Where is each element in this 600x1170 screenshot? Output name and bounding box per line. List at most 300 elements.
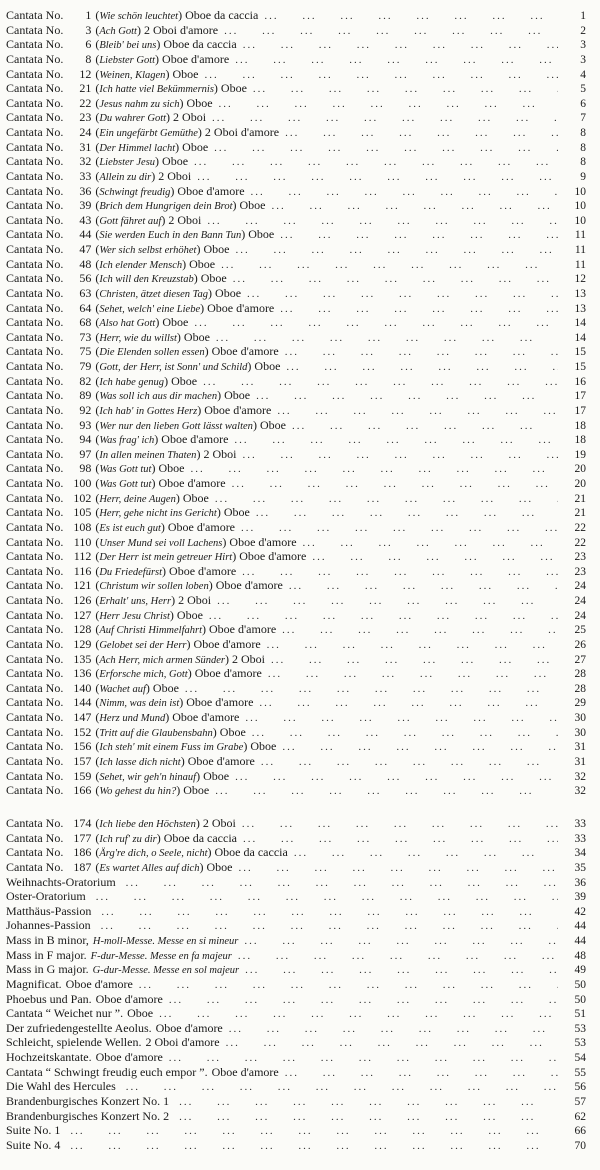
index-entry bbox=[0, 1065, 600, 1080]
entry-label: Cantata No. bbox=[6, 680, 64, 695]
entry-instrument: 2 Oboi d'amore bbox=[143, 22, 219, 37]
entry-instrument: Oboe bbox=[203, 768, 230, 783]
entry-title: Ich steh' mit einem Fuss im Grabe bbox=[99, 742, 244, 754]
dot-leader bbox=[242, 448, 558, 462]
entry-number: 110 bbox=[73, 534, 92, 549]
entry-description: (Was soll ich aus dir machen) Oboe bbox=[95, 388, 251, 403]
entry-label: Cantata No. bbox=[6, 739, 64, 754]
entry-instrument: Oboe d'amore bbox=[209, 622, 277, 637]
entry-description bbox=[123, 1006, 153, 1021]
entry-page-number: 28 bbox=[574, 668, 586, 681]
entry-title: Ich elender Mensch bbox=[99, 259, 183, 271]
index-entry bbox=[0, 67, 600, 82]
entry-description: (Ich liebe den Höchsten) 2 Oboi bbox=[95, 816, 236, 830]
entry-description: (Gott, der Herr, ist Sonn' und Schild) Oboe bbox=[95, 359, 281, 373]
dot-leader bbox=[204, 68, 558, 82]
index-entry bbox=[0, 432, 600, 447]
entry-number: 36 bbox=[79, 183, 92, 198]
entry-page-number: 7 bbox=[580, 112, 586, 125]
entry-instrument: 2 Oboi bbox=[232, 651, 266, 666]
entry-label-group bbox=[6, 491, 91, 506]
entry-number: 159 bbox=[73, 768, 92, 783]
entry-description bbox=[87, 948, 232, 963]
entry-title: Herr, gehe nicht ins Gericht bbox=[99, 508, 217, 520]
entry-description: (Was Gott tut) Oboe bbox=[95, 461, 185, 476]
entry-subtitle: F-dur-Messe. Messe en fa majeur bbox=[90, 950, 232, 962]
entry-instrument: Oboe d'amore bbox=[211, 1064, 279, 1079]
entry-instrument: 2 Oboi bbox=[202, 816, 236, 830]
dot-leader bbox=[280, 228, 558, 242]
entry-page-number: 42 bbox=[574, 905, 586, 918]
entry-page-number: 30 bbox=[574, 712, 586, 724]
dot-leader bbox=[224, 24, 558, 38]
index-section-cantatas bbox=[0, 8, 600, 798]
entry-instrument: 2 Oboi d'amore bbox=[204, 125, 280, 139]
entry-page-number: 8 bbox=[580, 156, 586, 169]
entry-page-number: 6 bbox=[580, 97, 586, 110]
entry-instrument: 2 Oboi bbox=[158, 168, 192, 183]
entry-title: Liebster Jesu bbox=[99, 157, 156, 169]
entry-label-group bbox=[6, 875, 116, 890]
entry-instrument: Oboe d'amore bbox=[239, 549, 307, 564]
entry-page-number: 3 bbox=[580, 39, 586, 52]
entry-number: 89 bbox=[79, 388, 92, 403]
entry-label-group bbox=[6, 37, 91, 52]
index-entry bbox=[0, 754, 600, 769]
dot-leader bbox=[312, 550, 558, 564]
dot-leader bbox=[303, 536, 558, 550]
entry-label: Cantata No. bbox=[6, 859, 64, 874]
dot-leader bbox=[219, 97, 558, 111]
index-entry bbox=[0, 962, 600, 977]
entry-description: (Herr, gehe nicht ins Gericht) Oboe bbox=[95, 505, 250, 520]
entry-label: Cantata No. bbox=[6, 666, 64, 681]
entry-label-group bbox=[6, 198, 91, 213]
entry-label-group bbox=[6, 447, 91, 462]
entry-page-number: 36 bbox=[574, 876, 586, 889]
index-entry bbox=[0, 154, 600, 169]
entry-page-number: 13 bbox=[574, 302, 586, 315]
dot-leader bbox=[169, 993, 558, 1007]
entry-title: Du wahrer Gott bbox=[99, 113, 167, 125]
entry-label: Cantata No. bbox=[6, 534, 64, 549]
index-entry bbox=[0, 140, 600, 155]
entry-instrument: Oboe bbox=[171, 373, 198, 388]
dot-leader bbox=[235, 243, 558, 257]
entry-instrument: Oboe bbox=[162, 154, 189, 169]
entry-page-number: 3 bbox=[580, 53, 586, 66]
index-entry bbox=[0, 1109, 600, 1124]
entry-label: Cantata No. bbox=[6, 154, 64, 169]
entry-label: Suite No. 1 bbox=[6, 1123, 61, 1138]
entry-title: Sehet, wir geh'n hinauf bbox=[99, 771, 197, 783]
dot-leader bbox=[277, 404, 558, 418]
entry-page-number: 11 bbox=[574, 258, 586, 271]
entry-instrument: Oboe bbox=[183, 329, 210, 344]
entry-description: (Wo gehest du hin?) Oboe bbox=[95, 783, 210, 798]
entry-page-number: 31 bbox=[574, 741, 586, 754]
entry-instrument: Oboe bbox=[239, 198, 266, 213]
entry-label: Cantata No. bbox=[6, 651, 64, 666]
entry-label: Cantata No. bbox=[6, 593, 64, 607]
entry-number: 64 bbox=[79, 300, 92, 315]
entry-label-group bbox=[6, 213, 91, 228]
entry-title: Sie werden Euch in den Bann Tun bbox=[99, 230, 242, 242]
entry-label-group bbox=[6, 96, 91, 111]
entry-subtitle: H-moll-Messe. Messe en si mineur bbox=[92, 936, 239, 947]
entry-label-group bbox=[6, 816, 91, 831]
entry-page-number: 23 bbox=[574, 565, 586, 578]
dot-leader bbox=[235, 53, 558, 67]
entry-label-group bbox=[6, 889, 86, 904]
entry-label: Cantata No. bbox=[6, 622, 64, 637]
dot-leader bbox=[271, 653, 558, 667]
entry-page-number: 15 bbox=[574, 361, 586, 373]
entry-label-group bbox=[6, 933, 89, 948]
entry-description bbox=[92, 992, 163, 1007]
index-entry bbox=[0, 948, 600, 963]
entry-page-number: 17 bbox=[574, 404, 586, 417]
entry-description bbox=[208, 1065, 279, 1080]
index-entry bbox=[0, 695, 600, 710]
entry-number: 8 bbox=[85, 51, 92, 66]
entry-label: Cantata No. bbox=[6, 125, 64, 139]
entry-label: Cantata No. bbox=[6, 242, 64, 256]
entry-page-number: 1 bbox=[580, 10, 586, 22]
dot-leader bbox=[241, 521, 558, 535]
entry-title: Ärg're dich, o Seele, nicht bbox=[99, 848, 208, 860]
entry-label: Cantata No. bbox=[6, 256, 64, 271]
entry-instrument: 2 Oboi bbox=[178, 593, 212, 607]
entry-number: 147 bbox=[73, 710, 92, 724]
entry-number: 156 bbox=[73, 739, 92, 754]
entry-page-number: 12 bbox=[574, 273, 586, 286]
dot-leader bbox=[197, 170, 558, 184]
dot-leader bbox=[214, 141, 558, 155]
entry-page-number: 53 bbox=[574, 1037, 586, 1050]
entry-label: Cantata No. bbox=[6, 373, 64, 388]
entry-label: Oster-Oratorium bbox=[6, 889, 86, 904]
entry-subtitle: G-dur-Messe. Messe en sol majeur bbox=[92, 965, 240, 977]
entry-label-group bbox=[6, 754, 91, 769]
dot-leader bbox=[244, 934, 558, 948]
dot-leader bbox=[215, 492, 558, 506]
dot-leader bbox=[245, 711, 558, 725]
entry-label: Cantata No. bbox=[6, 315, 64, 330]
entry-number: 32 bbox=[79, 154, 92, 169]
index-entry bbox=[0, 933, 600, 948]
entry-title: Ein ungefärbt Gemüthe bbox=[99, 128, 198, 139]
index-entry bbox=[0, 271, 600, 286]
index-entry bbox=[0, 904, 600, 919]
entry-label: Cantata No. bbox=[6, 476, 64, 490]
entry-label: Cantata No. bbox=[6, 300, 64, 315]
entry-title: Also hat Gott bbox=[99, 318, 156, 330]
entry-title: Herr, deine Augen bbox=[99, 493, 176, 505]
entry-label-group bbox=[6, 418, 91, 433]
entry-label: Cantata No. bbox=[6, 432, 64, 447]
entry-page-number: 33 bbox=[574, 832, 586, 845]
entry-label-group bbox=[6, 637, 91, 652]
dot-leader bbox=[139, 978, 558, 992]
entry-description: (Ach Herr, mich armen Sünder) 2 Oboi bbox=[95, 651, 266, 666]
entry-page-number: 21 bbox=[574, 507, 586, 520]
entry-instrument: Oboe da caccia bbox=[163, 37, 237, 52]
entry-description bbox=[89, 933, 239, 948]
index-entry bbox=[0, 213, 600, 228]
entry-label: Cantata No. bbox=[6, 505, 64, 520]
entry-page-number: 16 bbox=[574, 375, 586, 388]
index-entry bbox=[0, 184, 600, 199]
index-entry bbox=[0, 889, 600, 904]
entry-page-number: 48 bbox=[574, 949, 586, 962]
entry-page-number: 44 bbox=[574, 920, 586, 933]
entry-page-number: 32 bbox=[574, 785, 586, 798]
entry-description: (Was frag' ich) Oboe d'amore bbox=[95, 432, 229, 447]
entry-instrument: 2 Oboi d'amore bbox=[145, 1035, 220, 1050]
entry-page-number: 19 bbox=[574, 448, 586, 461]
entry-label: Johannes-Passion bbox=[6, 918, 91, 933]
entry-page-number: 26 bbox=[574, 638, 586, 651]
entry-description: (Wachet auf) Oboe bbox=[95, 680, 179, 695]
entry-label-group bbox=[6, 695, 91, 710]
entry-number: 39 bbox=[79, 198, 92, 213]
entry-description: (Du wahrer Gott) 2 Oboi bbox=[95, 110, 207, 125]
entry-label-group bbox=[6, 1138, 60, 1153]
dot-leader bbox=[252, 726, 558, 740]
entry-label-group bbox=[6, 110, 91, 125]
entry-description: (Nimm, was dein ist) Oboe d'amore bbox=[95, 695, 254, 710]
entry-page-number: 32 bbox=[574, 770, 586, 783]
dot-leader bbox=[268, 667, 558, 681]
entry-label-group bbox=[6, 432, 91, 447]
entry-description: (Sehet, welch' eine Liebe) Oboe d'amore bbox=[95, 300, 275, 315]
entry-label: Cantata No. bbox=[6, 95, 64, 110]
entry-page-number: 35 bbox=[574, 861, 586, 874]
dot-leader bbox=[285, 1066, 558, 1080]
entry-label-group bbox=[6, 962, 89, 977]
index-entry bbox=[0, 831, 600, 846]
index-entry bbox=[0, 725, 600, 740]
entry-label-group bbox=[6, 242, 91, 257]
dot-leader bbox=[242, 817, 558, 831]
entry-number: 97 bbox=[79, 446, 92, 461]
dot-leader bbox=[221, 258, 558, 272]
entry-label-group bbox=[6, 1050, 92, 1065]
entry-page-number: 8 bbox=[580, 141, 586, 154]
entry-title: Ich hatte viel Bekümmernis bbox=[99, 84, 214, 96]
index-entry bbox=[0, 860, 600, 875]
entry-label-group bbox=[6, 374, 91, 389]
index-entry bbox=[0, 593, 600, 608]
entry-title: Herz und Mund bbox=[99, 713, 166, 724]
entry-label-group bbox=[6, 1065, 208, 1080]
entry-page-number: 24 bbox=[574, 595, 586, 607]
entry-page-number: 18 bbox=[574, 434, 586, 447]
entry-page-number: 24 bbox=[574, 580, 586, 593]
index-entry bbox=[0, 374, 600, 389]
dot-leader bbox=[203, 375, 558, 389]
entry-page-number: 5 bbox=[580, 83, 586, 96]
entry-label-group bbox=[6, 681, 91, 696]
entry-number: 128 bbox=[73, 622, 92, 637]
entry-page-number: 62 bbox=[574, 1110, 586, 1123]
entry-description: (Unser Mund sei voll Lachens) Oboe d'amore bbox=[95, 534, 297, 549]
entry-label: Brandenburgisches Konzert No. 2 bbox=[6, 1108, 170, 1123]
dot-leader bbox=[190, 462, 558, 476]
dot-leader bbox=[159, 1007, 558, 1021]
entry-instrument: Oboe bbox=[250, 739, 277, 754]
entry-instrument: Oboe d'amore bbox=[169, 563, 237, 578]
entry-number: 102 bbox=[73, 490, 92, 505]
entry-instrument: Oboe da caccia bbox=[185, 8, 259, 22]
index-entry bbox=[0, 977, 600, 992]
entry-label-group bbox=[6, 1006, 123, 1021]
entry-label-group bbox=[6, 1094, 169, 1109]
entry-description: (Ach Gott) 2 Oboi d'amore bbox=[95, 22, 219, 37]
entry-number: 140 bbox=[73, 680, 92, 695]
entry-description bbox=[152, 1021, 223, 1036]
entry-title: Bleib' bei uns bbox=[99, 40, 157, 52]
entry-title: Wer sich selbst erhöhet bbox=[99, 245, 197, 256]
entry-title: Jesus nahm zu sich bbox=[99, 98, 180, 110]
entry-label-group bbox=[6, 271, 91, 286]
entry-page-number: 13 bbox=[574, 287, 586, 300]
entry-label-group bbox=[6, 403, 91, 418]
entry-label: Mass in B minor, bbox=[6, 933, 89, 947]
entry-description bbox=[89, 962, 239, 977]
entry-description: (Der Himmel lacht) Oboe bbox=[95, 139, 209, 154]
index-entry bbox=[0, 330, 600, 345]
entry-label-group bbox=[6, 330, 91, 345]
dot-leader bbox=[280, 302, 558, 316]
entry-title: In allen meinen Thaten bbox=[99, 449, 197, 461]
entry-number: 6 bbox=[85, 37, 92, 52]
entry-number: 92 bbox=[79, 402, 92, 417]
index-entry bbox=[0, 637, 600, 652]
entry-number: 93 bbox=[79, 417, 92, 432]
entry-number: 79 bbox=[79, 359, 92, 373]
entry-description: (Ich hatte viel Bekümmernis) Oboe bbox=[95, 81, 247, 96]
dot-leader bbox=[267, 638, 558, 652]
entry-page-number: 55 bbox=[574, 1066, 586, 1079]
entry-instrument: Oboe da caccia bbox=[214, 845, 288, 860]
entry-instrument: Oboe bbox=[219, 724, 246, 739]
entry-instrument: Oboe bbox=[176, 607, 203, 622]
entry-instrument: Oboe d'amore bbox=[204, 402, 272, 417]
entry-label: Schleicht, spielende Wellen. bbox=[6, 1035, 142, 1050]
entry-label: Cantata No. bbox=[6, 139, 64, 154]
entry-description bbox=[141, 1035, 219, 1050]
entry-label-group bbox=[6, 593, 91, 608]
dot-leader bbox=[242, 565, 558, 579]
entry-instrument: Oboe d'amore bbox=[172, 710, 240, 724]
entry-description: (Sehet, wir geh'n hinauf) Oboe bbox=[95, 768, 230, 783]
entry-label: Cantata No. bbox=[6, 549, 64, 564]
entry-title: Herr Jesu Christ bbox=[99, 610, 170, 622]
index-entry bbox=[0, 608, 600, 623]
entry-title: Ach Gott bbox=[99, 25, 137, 37]
entry-title: Der Herr ist mein getreuer Hirt bbox=[99, 552, 233, 564]
entry-title: Gott fähret auf bbox=[99, 215, 162, 227]
entry-label: Cantata No. bbox=[6, 402, 64, 417]
entry-label: Cantata No. bbox=[6, 359, 64, 373]
entry-label: Cantata No. bbox=[6, 227, 64, 242]
index-entry bbox=[0, 125, 600, 140]
entry-label-group bbox=[6, 1079, 116, 1094]
entry-label-group bbox=[6, 549, 91, 564]
dot-leader bbox=[256, 506, 558, 520]
dot-leader bbox=[194, 316, 558, 330]
entry-instrument: Oboe bbox=[254, 359, 281, 373]
entry-label: Cantata No. bbox=[6, 607, 64, 622]
index-entry bbox=[0, 622, 600, 637]
entry-label-group bbox=[6, 831, 91, 846]
entry-title: Gelobet sei der Herr bbox=[99, 639, 187, 651]
entry-description: (Bleib' bei uns) Oboe da caccia bbox=[95, 37, 237, 52]
entry-instrument: 2 Oboi bbox=[173, 110, 207, 125]
entry-number: 73 bbox=[79, 329, 92, 344]
dot-leader bbox=[96, 890, 558, 904]
entry-label-group bbox=[6, 710, 91, 725]
entry-title: Der Himmel lacht bbox=[99, 142, 176, 154]
entry-page-number: 44 bbox=[574, 935, 586, 947]
dot-leader bbox=[235, 770, 558, 784]
dot-leader bbox=[261, 755, 558, 769]
entry-label: Cantata No. bbox=[6, 830, 64, 845]
entry-title: Ich lasse dich nicht bbox=[99, 756, 181, 768]
index-entry bbox=[0, 344, 600, 359]
entry-label-group bbox=[6, 769, 91, 784]
entry-description: (Ich hab' in Gottes Herz) Oboe d'amore bbox=[95, 402, 272, 417]
entry-description: (Herr, deine Augen) Oboe bbox=[95, 490, 209, 505]
entry-label: Cantata No. bbox=[6, 51, 64, 66]
index-entry bbox=[0, 110, 600, 125]
entry-label: Cantata No. bbox=[6, 285, 64, 300]
entry-description: (Ich habe genug) Oboe bbox=[95, 373, 198, 388]
entry-number: 177 bbox=[73, 830, 92, 845]
entry-label-group bbox=[6, 286, 91, 301]
entry-label-group bbox=[6, 476, 91, 491]
entry-page-number: 10 bbox=[574, 214, 586, 227]
entry-instrument: Oboe bbox=[162, 315, 189, 330]
entry-title: Sehet, welch' eine Liebe bbox=[99, 303, 201, 315]
entry-label-group bbox=[6, 154, 91, 169]
entry-label-group bbox=[6, 948, 87, 963]
dot-leader bbox=[243, 38, 558, 52]
entry-instrument: Oboe d'amore bbox=[187, 753, 255, 768]
entry-label: Cantata No. bbox=[6, 563, 64, 578]
index-entry bbox=[0, 1006, 600, 1021]
entry-number: 127 bbox=[73, 607, 92, 622]
dot-leader bbox=[217, 594, 558, 608]
entry-page-number: 28 bbox=[574, 682, 586, 695]
entry-page-number: 21 bbox=[574, 492, 586, 505]
entry-description: (Herz und Mund) Oboe d'amore bbox=[95, 710, 240, 724]
index-section-works bbox=[0, 816, 600, 1152]
entry-label-group bbox=[6, 388, 91, 403]
entry-page-number: 11 bbox=[574, 244, 586, 256]
index-entry bbox=[0, 315, 600, 330]
entry-instrument: 2 Oboi bbox=[168, 212, 202, 227]
entry-page-number: 29 bbox=[574, 697, 586, 710]
entry-page-number: 14 bbox=[574, 317, 586, 330]
entry-description: (Gelobet sei der Herr) Oboe d'amore bbox=[95, 636, 261, 651]
dot-leader bbox=[289, 579, 558, 593]
entry-label: Die Wahl des Hercules bbox=[6, 1079, 116, 1094]
entry-instrument: Oboe bbox=[203, 242, 230, 256]
entry-page-number: 18 bbox=[574, 419, 586, 432]
